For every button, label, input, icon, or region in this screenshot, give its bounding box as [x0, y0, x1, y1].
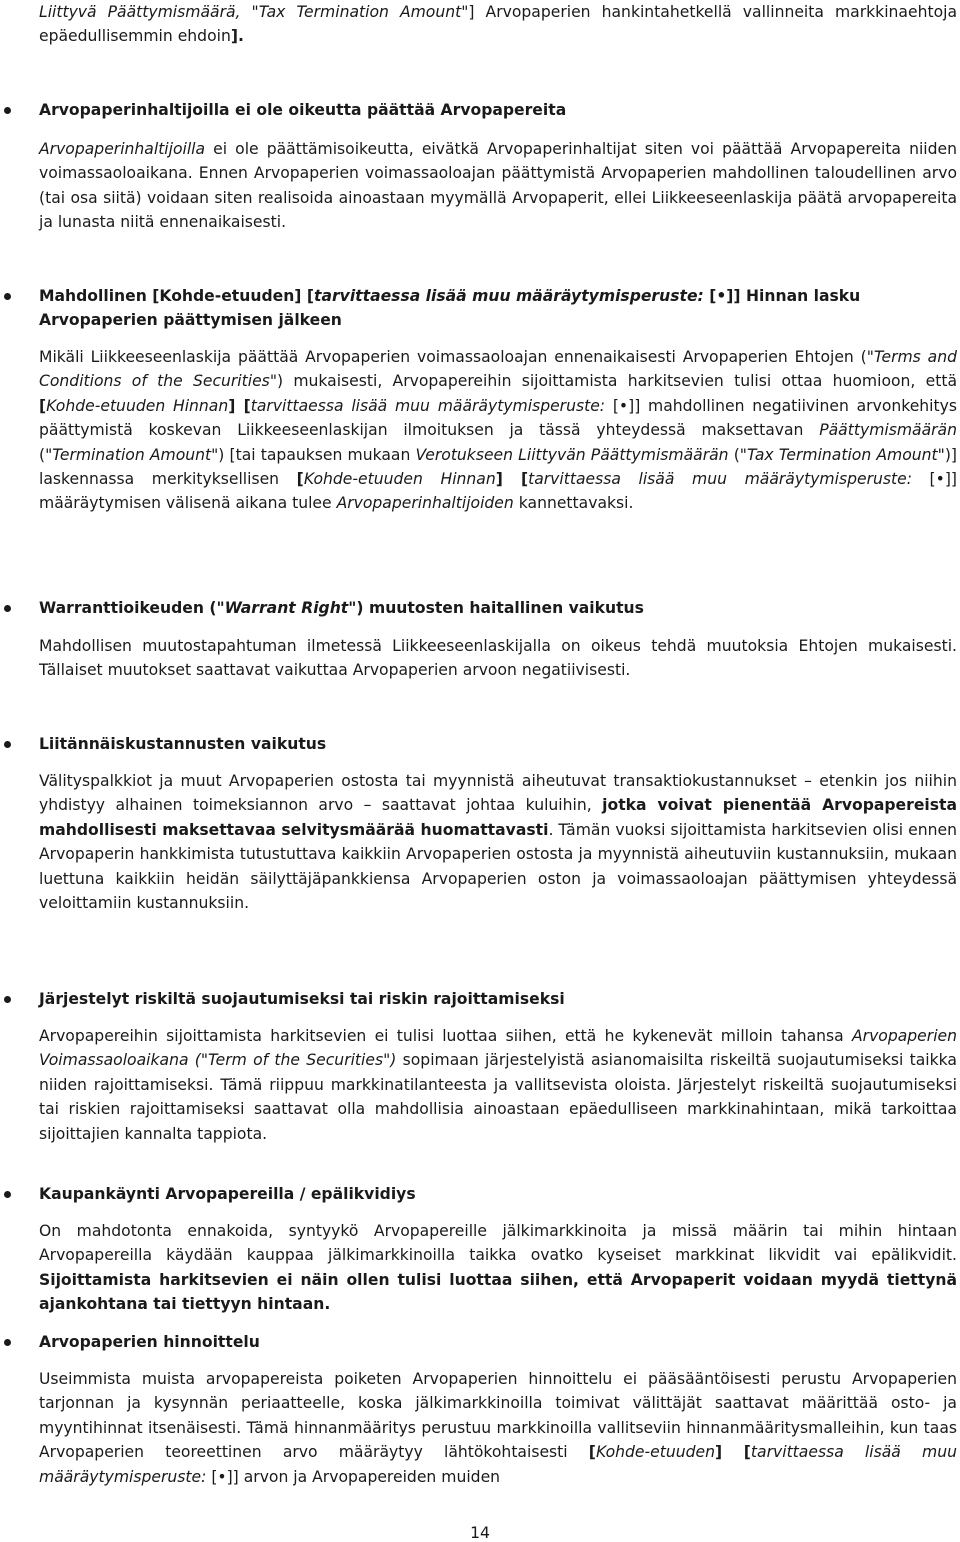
italic-text: Arvopaperinhaltijoilla [39, 140, 206, 158]
section-paragraph [39, 1024, 957, 1146]
bracket: ] [ [715, 1443, 751, 1462]
body-text: kannettavaksi. [513, 494, 634, 513]
italic-text: tarvittaessa lisää muu määräytymisperuste: [528, 470, 912, 489]
italic-text: tarvittaessa lisää muu määräytymisperuste: [250, 396, 606, 415]
italic-text: Arvopaperien Voimassaoloaikana ("Term of the Securities") [39, 1027, 957, 1070]
section-paragraph [39, 137, 957, 235]
body-text: Mikäli Liikkeeseenlaskija päättää Arvopaperien voimassaoloajan ennenaikaisesti Arvopaperien Ehtojen (" [39, 348, 874, 366]
body-text: (" [39, 445, 53, 464]
body-text: ei ole päättämisoikeutta, eivätkä Arvopaperinhaltijat siten voi päättää Arvopapereita niiden voimassaoloaikana. Ennen Arvopaperien voimassaoloajan päättymistä Arvopaperien mahdollinen taloudellinen arvo (tai osa siitä) voidaan siten realisoida ainoastaan myymällä Arvopaperit, ellei Liikkeeseenlaskija päätä arvopapereita ja lunasta niitä ennenaikaisesti. [39, 140, 957, 232]
intro-end: ]. [230, 27, 244, 46]
body-text: sopimaan järjestelyistä asianomaisilta riskeiltä suojautumiseksi taikka niiden rajoittamiseksi. Tämä riippuu markkinatilanteesta ja vallitsevista oloista. Järjestelyt riskeiltä suojautumiseksi tai riskien rajoittamiseksi saattavat olla mahdollisia ainoastaan epäedulliseen markkinahintaan, mikä tarkoittaa sijoittajien kannalta tappiota. [39, 1051, 957, 1143]
section-heading: Arvopaperien hinnoittelu [39, 1333, 260, 1351]
body-text: ") [tai tapauksen mukaan [211, 445, 416, 464]
body-text: [•]] arvon ja Arvopapereiden muiden [206, 1467, 501, 1486]
body-text: [•]] mahdollinen negatiivinen arvonkehitys päättymistä koskevan Liikkeeseenlaskijan ilmoituksen ja tässä yhteydessä maksettavan [39, 396, 957, 440]
section-paragraph: Mahdollisen muutostapahtuman ilmetessä Liikkeeseenlaskijalla on oikeus tehdä muutoksia Ehtojen mukaisesti. Tällaiset muutokset saattavat vaikuttaa Arvopaperien arvoon negatiivisesti. [39, 637, 957, 680]
body-text: ") mukaisesti, Arvopapereihin sijoittamista harkitsevien tulisi ottaa huomioon, että [269, 372, 958, 391]
heading-italic: Warrant Right [224, 599, 349, 617]
heading-italic: tarvittaessa lisää muu määräytymisperuste: [313, 287, 704, 305]
italic-text: Termination Amount [52, 445, 212, 464]
bullet-icon [4, 741, 11, 748]
bracket: [ [296, 470, 304, 489]
section-heading: Liitännäiskustannusten vaikutus [39, 735, 327, 753]
bracket: ] [ [228, 396, 251, 415]
body-text: Arvopapereihin sijoittamista harkitsevien ei tulisi luottaa siihen, että he kykenevät milloin tahansa [39, 1027, 852, 1045]
italic-text: Päättymismäärän [819, 421, 957, 440]
italic-text: Kohde-etuuden Hinnan [46, 396, 229, 415]
body-text: Useimmista muista arvopapereista poiketen Arvopaperien hinnoittelu ei pääsääntöisesti perustu Arvopaperien tarjonnan ja kysynnän periaatteelle, koska jälkimarkkinoilla toimivat välittäjät saattavat määrittää osto- ja myyntihinnat itsenäisesti. Tämä hinnanmääritys perustuu markkinoilla vallitseviin hinnanmääritysmalleihin, kun taas Arvopaperien teoreettinen arvo määräytyy lähtökohtaisesti [39, 1370, 957, 1462]
body-text: ")] laskennassa merkityksellisen [39, 445, 957, 489]
bullet-icon [4, 996, 11, 1003]
body-text: [•]] määräytymisen välisenä aikana tulee [39, 470, 958, 513]
bullet-icon [4, 1339, 11, 1346]
body-text: . Tämän vuoksi sijoittamista harkitsevien olisi ennen Arvopaperin hankkimista tutustuttava kaikkiin Arvopaperien ostosta ja myynnistä aiheutuviin kustannuksiin, mukaan luettuna kaikkiin heidän säilyttäjäpankkiensa Arvopaperien oston ja voimassaoloajan päättymisen yhteydessä veloittamiin kustannuksiin. [39, 820, 957, 913]
heading-text: [•]] Hinnan lasku Arvopaperien päättymisen jälkeen [39, 287, 861, 330]
italic-text: Kohde-etuuden [595, 1443, 715, 1462]
bullet-icon [4, 293, 11, 300]
bold-text: Sijoittamista harkitsevien ei näin ollen tulisi luottaa siihen, että Arvopaperit voidaan myydä tiettynä ajankohtana tai tiettyyn hintaan. [39, 1270, 957, 1314]
intro-italic: Liittyvä Päättymismäärä, "Tax Termination Amount" [39, 3, 469, 21]
section-paragraph [39, 1367, 957, 1489]
heading-text: ") muutosten haitallinen vaikutus [348, 599, 644, 617]
intro-text: ] Arvopaperien hankintahetkellä vallinneita markkinaehtoja epäedullisemmin ehdoin [39, 3, 958, 46]
italic-text: Tax Termination Amount [746, 445, 938, 464]
italic-text: Terms and Conditions of the Securities [39, 348, 957, 391]
body-text: Välityspalkkiot ja muut Arvopaperien ostosta tai myynnistä aiheutuvat transaktiokustannukset – etenkin jos niihin yhdistyy alhainen toimeksiannon arvo – saattavat johtaa kuluihin, [39, 772, 957, 815]
section-heading: Järjestelyt riskiltä suojautumiseksi tai riskin rajoittamiseksi [39, 990, 565, 1008]
bracket: ] [ [495, 470, 529, 489]
section-heading [39, 596, 957, 620]
section-paragraph [39, 345, 957, 516]
section-paragraph [39, 1219, 957, 1317]
italic-text: tarvittaessa lisää muu määräytymisperuste: [39, 1443, 957, 1486]
section-heading: Kaupankäynti Arvopapereilla / epälikvidiys [39, 1185, 416, 1203]
bullet-icon [4, 1191, 11, 1198]
section-heading [39, 284, 957, 333]
intro-paragraph [39, 0, 957, 49]
bold-text: jotka voivat pienentää Arvopapereista mahdollisesti maksettavaa selvitysmäärää huomattavasti [39, 796, 957, 839]
bullet-icon [4, 107, 11, 114]
italic-text: Verotukseen Liittyvän Päättymismäärän [415, 445, 729, 464]
section-paragraph [39, 769, 957, 915]
page-number: 14 [470, 1524, 490, 1542]
heading-text: Mahdollinen [Kohde-etuuden] [ [39, 287, 314, 305]
italic-text: Arvopaperinhaltijoiden [336, 494, 514, 513]
bracket: [ [39, 396, 47, 415]
heading-text: Warranttioikeuden (" [39, 599, 225, 617]
bullet-icon [4, 605, 11, 612]
italic-text: Kohde-etuuden Hinnan [303, 470, 496, 489]
body-text: On mahdotonta ennakoida, syntyykö Arvopapereille jälkimarkkinoita ja missä määrin tai mihin hintaan Arvopapereilla käydään kauppaa jälkimarkkinoilla taikka ovatko kyseiset markkinat likvidit vai epälikvidit. [39, 1222, 957, 1265]
section-heading: Arvopaperinhaltijoilla ei ole oikeutta päättää Arvopapereita [39, 101, 567, 119]
bracket: [ [588, 1443, 596, 1462]
body-text: (" [728, 445, 747, 464]
